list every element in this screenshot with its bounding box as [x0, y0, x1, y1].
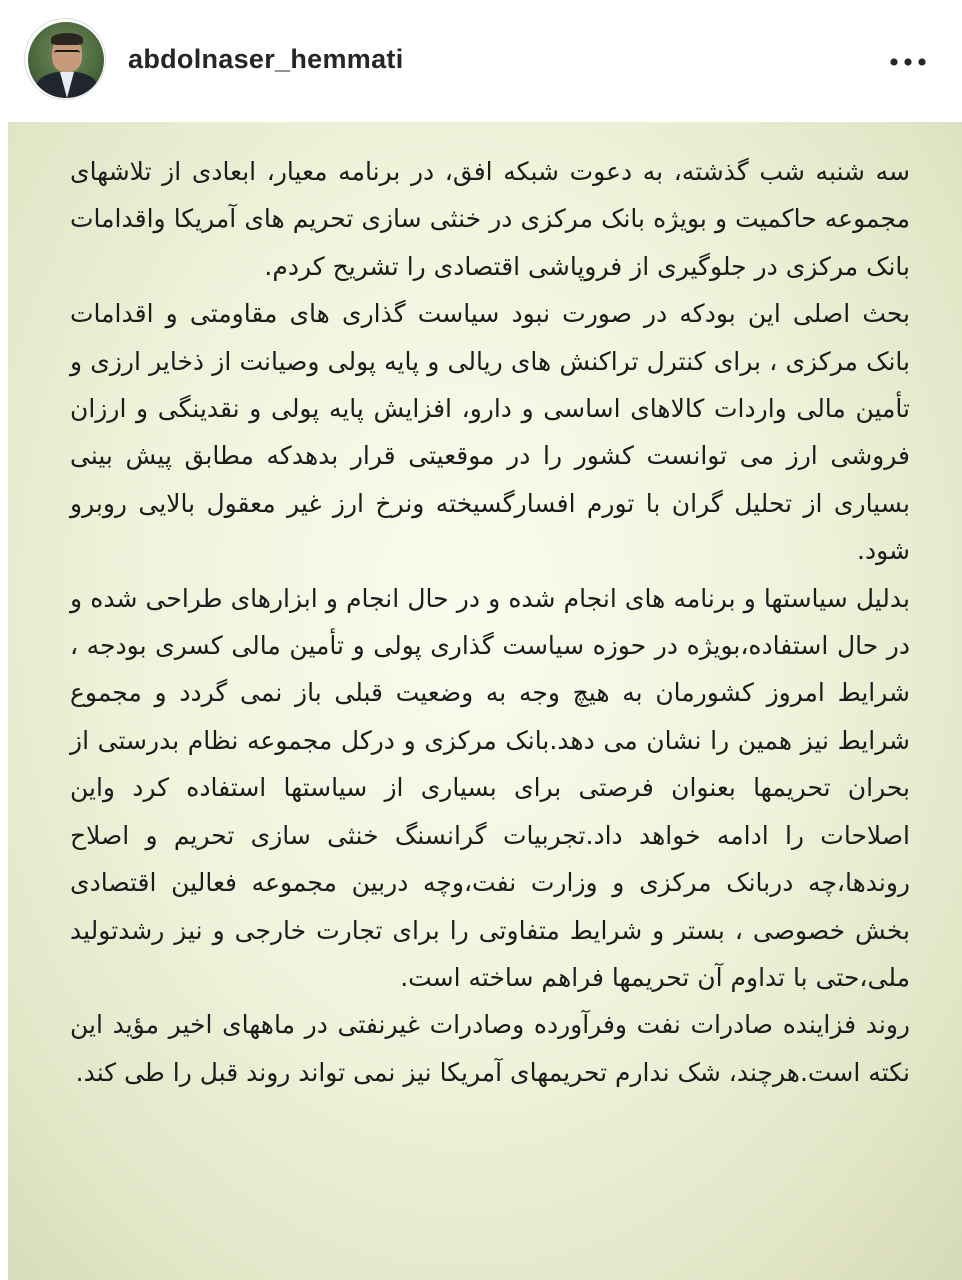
- username-link[interactable]: abdolnaser_hemmati: [128, 44, 404, 74]
- post-header: [0, 0, 962, 122]
- post-image[interactable]: [8, 122, 962, 1280]
- paragraph: روند فزاینده صادرات نفت وفرآورده وصادرات غیرنفتی در ماههای اخیر مؤید این نکته است.هرچند، شک ندارم تحریمهای آمریکا نیز نمی تواند روند قبل را طی کند.: [70, 1010, 910, 1087]
- paragraph: بدلیل سیاستها و برنامه های انجام شده و در حال انجام و ابزارهای طراحی شده و در حال استفاده،بویژه در حوزه سیاست گذاری پولی و تأمین مالی کسری بودجه ، شرایط امروز کشورمان به هیچ وجه به وضعیت قبلی باز نمی گردد و مجموع شرایط نیز همین را نشان می دهد.بانک مرکزی و درکل مجموعه نظام بدرستی از بحران تحریمها بعنوان فرصتی برای بسیاری از سیاستها استفاده کرد واین اصلاحات را ادامه خواهد داد.تجربیات گرانسنگ خنثی سازی تحریم و اصلاح روندها،چه دربانک مرکزی و وزارت نفت،وچه دربین مجموعه فعالین اقتصادی بخش خصوصی ، بستر و شرایط متفاوتی را برای تجارت خارجی و نیز رشدتولید ملی،حتی با تداوم آن تحریمها فراهم ساخته است.: [70, 583, 910, 992]
- paragraph: سه شنبه شب گذشته، به دعوت شبکه افق، در برنامه معیار، ابعادی از تلاشهای مجموعه حاکمیت و بویژه بانک مرکزی در خنثی سازی تحریم های آمریکا واقدامات بانک مرکزی در جلوگیری از فروپاشی اقتصادی را تشریح کردم.: [70, 157, 910, 281]
- more-options-icon[interactable]: [884, 48, 932, 76]
- paragraph: بحث اصلی این بودکه در صورت نبود سیاست گذاری های مقاومتی و اقدامات بانک مرکزی ، برای کنترل تراکنش های ریالی و پایه پولی وصیانت از ذخایر ارزی و تأمین مالی واردات کالاهای اساسی و دارو، افزایش پایه پولی و نقدینگی و ارزان فروشی ارز می توانست کشور را در موقعیتی قرار بدهدکه مطابق پیش بینی بسیاری از تحلیل گران با تورم افسارگسیخته ونرخ ارز غیر معقول بالایی روبرو شود.: [70, 299, 910, 566]
- post-image-text: [70, 148, 910, 1096]
- profile-photo-icon[interactable]: [28, 22, 104, 98]
